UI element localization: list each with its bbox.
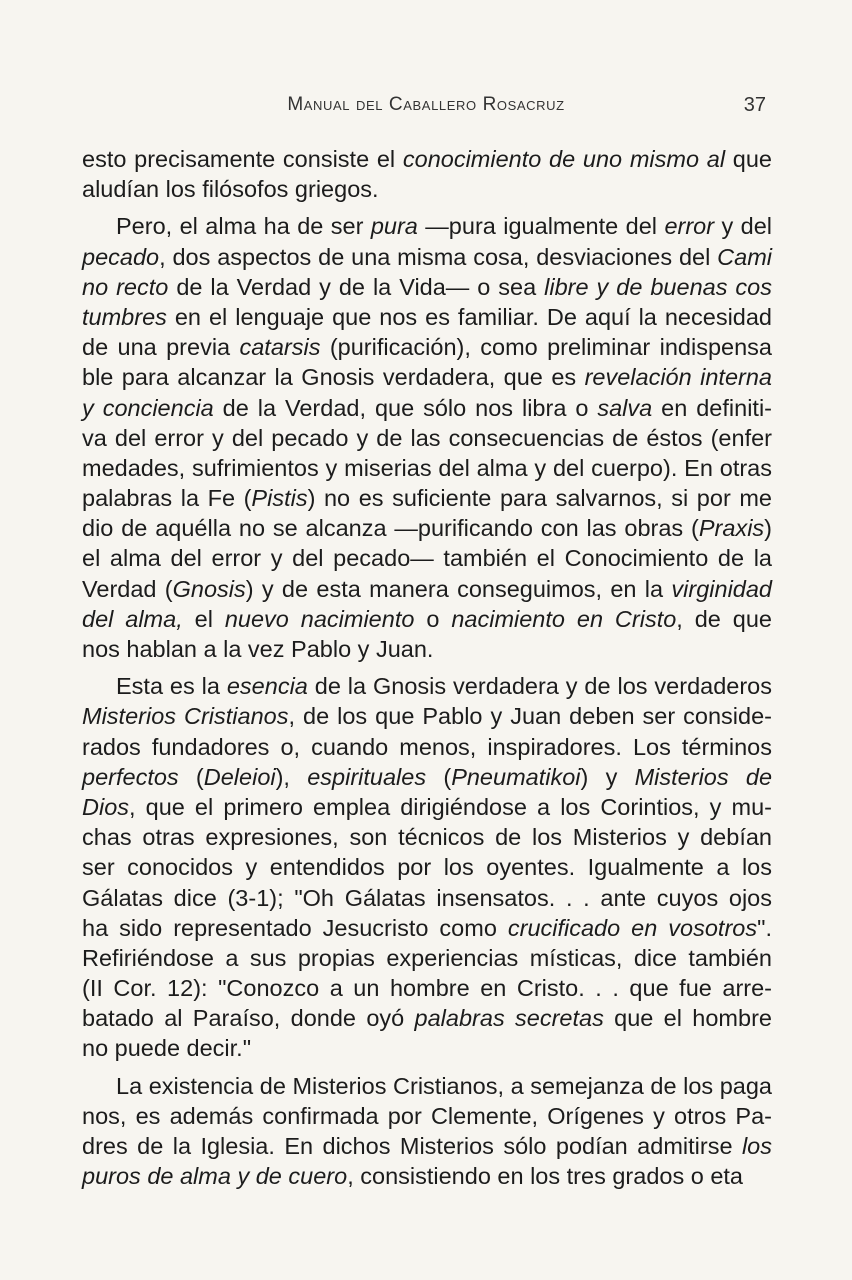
text-run: Esta es la bbox=[116, 673, 227, 700]
italic-text: revelación interna bbox=[584, 364, 772, 391]
text-line bbox=[82, 883, 772, 913]
italic-text: Praxis bbox=[698, 515, 765, 542]
text-line bbox=[82, 604, 772, 634]
text-run: batado al Paraíso, donde oyó bbox=[82, 1005, 415, 1032]
text-run: , de los que Pablo y Juan deben ser conside- bbox=[288, 703, 772, 730]
text-line bbox=[82, 1101, 772, 1131]
paragraph-gap bbox=[82, 1064, 772, 1071]
text-line bbox=[82, 762, 772, 792]
text-line bbox=[82, 362, 772, 392]
text-run: medades, sufrimientos y miserias del alma y del cuerpo). En otras bbox=[82, 454, 772, 481]
text-run: el alma del error y del pecado— también el Conocimiento de la bbox=[82, 545, 772, 572]
italic-text: error bbox=[664, 213, 715, 240]
text-line bbox=[82, 792, 772, 822]
text-run: de la Gnosis verdadera y de los verdaderos bbox=[307, 673, 772, 700]
text-line bbox=[82, 302, 772, 332]
text-run: Verdad ( bbox=[82, 575, 173, 602]
italic-text: pecado bbox=[82, 243, 160, 270]
text-line bbox=[82, 211, 772, 241]
text-line bbox=[82, 852, 772, 882]
italic-text: Misterios Cristianos bbox=[82, 703, 289, 730]
text-run: esto precisamente consiste el bbox=[82, 146, 403, 172]
italic-text: espirituales bbox=[307, 763, 427, 790]
text-line bbox=[82, 483, 772, 513]
text-run: La existencia de Misterios Cristianos, a semejanza de los paga bbox=[116, 1072, 772, 1099]
text-line bbox=[82, 973, 772, 1003]
text-line bbox=[82, 671, 772, 701]
italic-text: Gnosis bbox=[172, 575, 246, 602]
text-run: ( bbox=[178, 763, 204, 790]
italic-text: tumbres bbox=[82, 303, 167, 330]
text-run: no puede decir." bbox=[82, 1035, 252, 1062]
paragraph bbox=[82, 211, 772, 664]
text-line bbox=[82, 174, 772, 204]
text-line bbox=[82, 543, 772, 573]
text-run: (purificación), como preliminar indispensa bbox=[320, 334, 772, 361]
text-run: ) bbox=[764, 515, 772, 542]
text-line bbox=[82, 943, 772, 973]
text-run: , consistiendo en los tres grados o eta bbox=[347, 1163, 744, 1190]
text-run: nos hablan a la vez Pablo y Juan. bbox=[82, 636, 434, 662]
text-run: dio de aquélla no se alcanza —purificando con las obras ( bbox=[82, 515, 699, 542]
italic-text: Cami bbox=[717, 243, 772, 270]
italic-text: Pneumatikoi bbox=[451, 763, 581, 790]
text-run: , que el primero emplea dirigiéndose a los Corintios, y mu- bbox=[129, 793, 772, 820]
book-title: Manual del Caballero Rosacruz bbox=[287, 94, 565, 115]
italic-text: no recto bbox=[82, 273, 169, 300]
text-run: Pero, el alma ha de ser bbox=[116, 213, 371, 240]
text-line bbox=[82, 913, 772, 943]
text-run: palabras la Fe ( bbox=[82, 485, 252, 512]
italic-text: Misterios de bbox=[634, 763, 773, 790]
text-line bbox=[82, 1131, 772, 1161]
paragraph bbox=[82, 671, 772, 1063]
text-run: ), bbox=[275, 763, 308, 790]
text-run: (II Cor. 12): "Conozco a un hombre en Cristo. . . que fue arre- bbox=[82, 975, 772, 1002]
text-run: chas otras expresiones, son técnicos de los Misterios y debían bbox=[82, 824, 772, 851]
italic-text: libre y de buenas cos bbox=[544, 273, 772, 300]
text-run: nos, es además confirmada por Clemente, Orígenes y otros Pa- bbox=[82, 1102, 772, 1129]
italic-text: catarsis bbox=[239, 334, 321, 361]
text-run: —pura igualmente del bbox=[417, 213, 665, 240]
text-run: ser conocidos y entendidos por los oyentes. Igualmente a los bbox=[82, 854, 772, 881]
text-line bbox=[82, 634, 772, 664]
text-run: ". bbox=[757, 914, 772, 941]
text-line bbox=[82, 393, 772, 423]
text-run: Refiriéndose a sus propias experiencias místicas, dice también bbox=[82, 944, 772, 971]
text-run: ) y de esta manera conseguimos, en la bbox=[245, 575, 672, 602]
text-line bbox=[82, 513, 772, 543]
italic-text: Pistis bbox=[251, 485, 308, 512]
text-run: en definiti- bbox=[652, 394, 772, 421]
italic-text: esencia bbox=[226, 673, 308, 700]
text-run: ha sido representado Jesucristo como bbox=[82, 914, 508, 941]
text-line bbox=[82, 144, 772, 174]
italic-text: nacimiento en Cristo bbox=[451, 605, 677, 632]
text-run: que bbox=[725, 146, 772, 172]
text-run: en el lenguaje que nos es familiar. De aquí la necesidad bbox=[166, 303, 772, 330]
running-head bbox=[0, 94, 852, 124]
italic-text: crucificado en vosotros bbox=[507, 914, 758, 941]
text-run: va del error y del pecado y de las consecuencias de éstos (enfer bbox=[82, 424, 772, 451]
text-line bbox=[82, 242, 772, 272]
text-run: ( bbox=[426, 763, 452, 790]
text-run: de la Verdad y de la Vida— o sea bbox=[168, 273, 545, 300]
text-line bbox=[82, 1161, 772, 1191]
text-run: que el hombre bbox=[603, 1005, 772, 1032]
text-line bbox=[82, 272, 772, 302]
italic-text: y conciencia bbox=[82, 394, 214, 421]
text-run: dres de la Iglesia. En dichos Misterios sólo podían admitirse bbox=[82, 1133, 742, 1159]
text-run: , dos aspectos de una misma cosa, desviaciones del bbox=[159, 243, 718, 270]
text-run: Gálatas dice (3-1); "Oh Gálatas insensatos. . . ante cuyos ojos bbox=[82, 884, 772, 911]
text-run: rados fundadores o, cuando menos, inspiradores. Los términos bbox=[82, 733, 772, 760]
paragraph bbox=[82, 1071, 772, 1192]
italic-text: del alma, bbox=[82, 605, 183, 632]
italic-text: nuevo nacimiento bbox=[224, 605, 415, 632]
paragraph bbox=[82, 144, 772, 204]
text-line bbox=[82, 423, 772, 453]
italic-text: perfectos bbox=[82, 763, 179, 790]
text-run: , de que bbox=[676, 605, 772, 632]
italic-text: los bbox=[741, 1133, 772, 1159]
text-line bbox=[82, 453, 772, 483]
text-run: de una previa bbox=[82, 334, 240, 361]
text-run: aludían los filósofos griegos. bbox=[82, 176, 379, 203]
body-text bbox=[82, 144, 772, 1191]
italic-text: Dios bbox=[82, 793, 130, 820]
paragraph-gap bbox=[82, 664, 772, 671]
text-line bbox=[82, 1003, 772, 1033]
text-run: ble para alcanzar la Gnosis verdadera, que es bbox=[82, 364, 585, 391]
text-line bbox=[82, 574, 772, 604]
text-run: y del bbox=[714, 213, 773, 240]
italic-text: virginidad bbox=[671, 575, 772, 602]
italic-text: pura bbox=[370, 213, 418, 240]
text-run: ) y bbox=[580, 763, 635, 790]
italic-text: puros de alma y de cuero bbox=[82, 1163, 348, 1190]
text-line bbox=[82, 1033, 772, 1063]
text-line bbox=[82, 732, 772, 762]
text-run: el bbox=[182, 605, 225, 632]
italic-text: palabras secretas bbox=[414, 1005, 604, 1032]
text-run: ) no es suficiente para salvarnos, si por me bbox=[307, 485, 772, 512]
text-line bbox=[82, 822, 772, 852]
paragraph-gap bbox=[82, 204, 772, 211]
italic-text: conocimiento de uno mismo al bbox=[402, 146, 726, 172]
italic-text: Deleioi bbox=[203, 763, 276, 790]
italic-text: salva bbox=[597, 394, 653, 421]
text-line bbox=[82, 332, 772, 362]
text-run: o bbox=[414, 605, 452, 632]
text-run: de la Verdad, que sólo nos libra o bbox=[213, 394, 598, 421]
page-number: 37 bbox=[743, 94, 766, 116]
text-line bbox=[82, 701, 772, 731]
text-line bbox=[82, 1071, 772, 1101]
